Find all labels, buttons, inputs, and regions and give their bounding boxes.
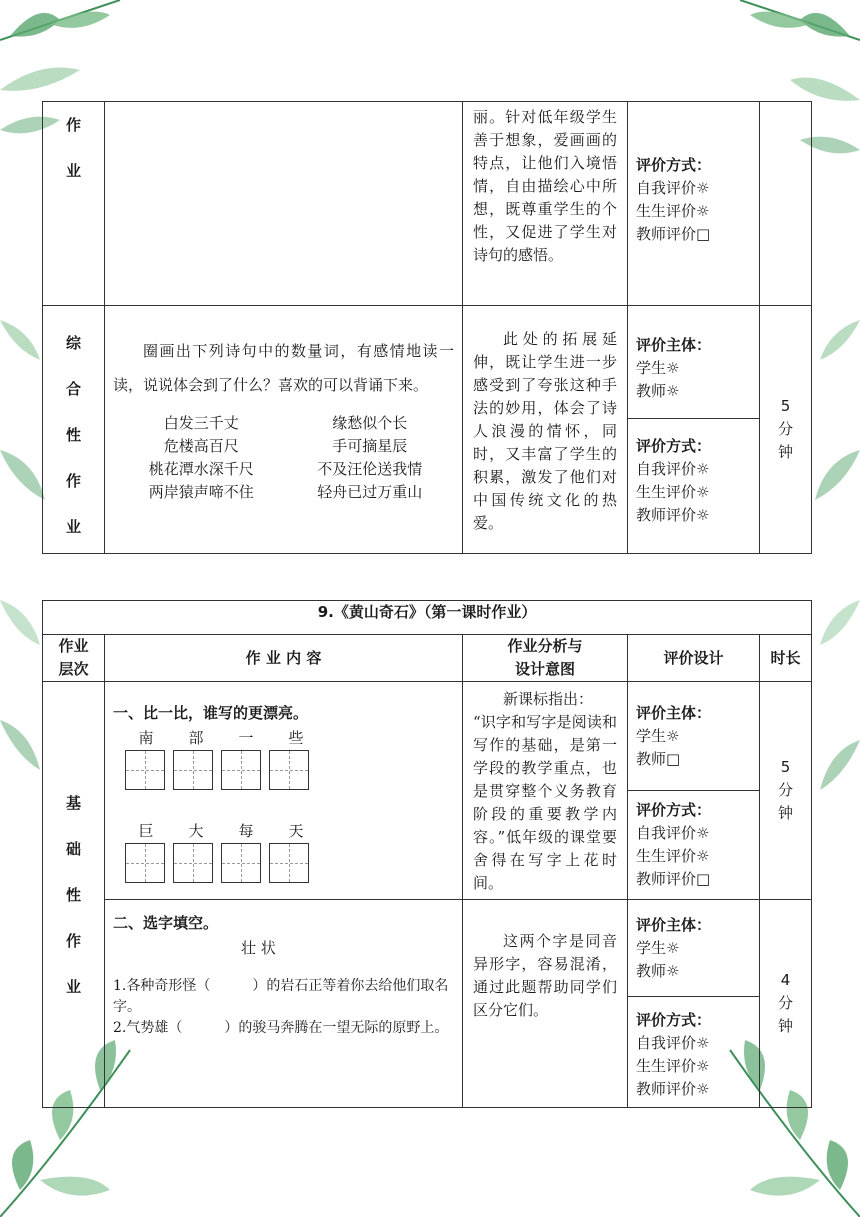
eval-cell [628, 682, 760, 900]
char-label-row [125, 820, 454, 843]
level-char: 性 [65, 426, 81, 444]
eval-method-title: 评价方式： [636, 437, 712, 455]
writing-box[interactable] [269, 843, 309, 883]
writing-grid-row [125, 843, 454, 883]
time-unit: 分 [777, 420, 793, 438]
analysis-text: 新课标指出： [503, 690, 594, 708]
eval-subject [628, 682, 759, 790]
char-label-row [125, 727, 454, 750]
writing-box[interactable] [269, 750, 309, 790]
eval-subject-title: 评价主体： [636, 336, 712, 354]
table-title: 9.《黄山奇石》（第一课时作业） [43, 601, 812, 635]
eval-item: 生生评价☼ [636, 847, 710, 865]
section-title: 一、比一比，谁写的更漂亮。 [113, 704, 309, 722]
table-row [43, 102, 812, 306]
char-label: 南 [138, 729, 154, 747]
poem-line: 不及汪伦送我情 [317, 460, 423, 478]
content-cell-empty [105, 102, 463, 306]
header-level [43, 635, 105, 682]
eval-method-title: 评价方式： [636, 801, 712, 819]
content-cell [105, 306, 463, 554]
fill-blank-sentence: 2.气势雄（ ）的骏马奔腾在一望无际的原野上。 [113, 1020, 449, 1036]
homework-table-continued [42, 101, 812, 554]
poem-line: 两岸猿声啼不住 [148, 483, 254, 501]
content-cell [105, 682, 463, 900]
writing-grid-row [125, 750, 454, 790]
char-label: 巨 [138, 822, 154, 840]
eval-cell [628, 102, 760, 306]
analysis-cell: 丽。针对低年级学生善于想象，爱画画的特点，让他们入境悟情，自由描绘心中所想，既尊重学生的个性，又促进了学生对诗句的感悟。 [463, 102, 628, 306]
eval-item: 学生☼ [636, 359, 680, 377]
time-cell [760, 682, 812, 900]
eval-item: 教师评价☼ [636, 1080, 710, 1098]
eval-method [628, 996, 759, 1107]
writing-box[interactable] [173, 750, 213, 790]
eval-subject [628, 306, 759, 418]
poem-line: 白发三千丈 [163, 414, 239, 432]
fill-blank-sentence: 1.各种奇形怪（ ）的岩石正等着你去给他们取名字。 [113, 978, 449, 1015]
eval-item: 教师评价□ [636, 225, 711, 243]
eval-subject-title: 评价主体： [636, 704, 712, 722]
char-label: 大 [188, 822, 204, 840]
table-row [43, 306, 812, 554]
time-unit: 分 [778, 994, 794, 1012]
leaf-decoration-right-middle [810, 300, 860, 800]
content-cell [105, 900, 463, 1108]
poem-line: 手可摘星辰 [332, 437, 408, 455]
eval-item: 教师评价□ [636, 870, 711, 888]
analysis-cell [463, 682, 628, 900]
eval-item: 学生☼ [636, 939, 680, 957]
eval-item: 生生评价☼ [636, 483, 710, 501]
time-unit: 分 [778, 781, 794, 799]
eval-method [628, 418, 759, 533]
eval-cell [628, 900, 760, 1108]
table-title-row [43, 601, 812, 635]
table-row [43, 682, 812, 900]
level-char: 合 [65, 380, 81, 398]
eval-item: 生生评价☼ [636, 202, 710, 220]
eval-method-title: 评价方式： [636, 156, 712, 174]
poem-line: 桃花潭水深千尺 [148, 460, 254, 478]
eval-item: 自我评价☼ [636, 1034, 710, 1052]
eval-method-title: 评价方式： [636, 1011, 712, 1029]
header-content: 作 业 内 容 [105, 635, 463, 682]
header-text: 设计意图 [514, 660, 575, 678]
level-char: 基 [65, 793, 81, 812]
eval-item: 生生评价☼ [636, 1057, 710, 1075]
writing-box[interactable] [173, 843, 213, 883]
eval-item: 学生☼ [636, 727, 680, 745]
level-char: 性 [65, 885, 81, 904]
time-unit: 钟 [777, 443, 793, 461]
poem-line: 缘愁似个长 [332, 414, 408, 432]
char-options: 壮 状 [241, 939, 276, 957]
eval-method [628, 790, 759, 897]
task-instruction: 圈画出下列诗句中的数量词，有感情地读一读，说说体会到了什么？喜欢的可以背诵下来。 [113, 342, 454, 394]
homework-table-lesson9 [42, 600, 812, 1108]
time-value: 5 [780, 758, 791, 776]
level-char: 作 [65, 116, 81, 134]
char-label: 每 [238, 822, 254, 840]
header-analysis [463, 635, 628, 682]
poem-line: 危楼高百尺 [163, 437, 239, 455]
header-eval: 评价设计 [628, 635, 760, 682]
level-cell [43, 682, 105, 1108]
time-cell [760, 900, 812, 1108]
char-label: 天 [288, 822, 304, 840]
eval-item: 自我评价☼ [636, 824, 710, 842]
level-char: 综 [65, 334, 81, 352]
time-cell-empty [760, 102, 812, 306]
section-title: 二、选字填空。 [113, 914, 219, 932]
level-char: 业 [65, 977, 81, 996]
poem-lines [117, 412, 454, 504]
char-label: 一 [238, 729, 254, 747]
level-char: 业 [65, 518, 81, 536]
table-header-row [43, 635, 812, 682]
header-text: 作业分析与 [507, 637, 583, 655]
header-text: 层次 [58, 660, 89, 678]
eval-item: 教师□ [636, 750, 681, 768]
level-char: 础 [65, 839, 81, 858]
eval-subject-title: 评价主体： [636, 916, 712, 934]
level-cell [43, 306, 105, 554]
char-label: 些 [288, 729, 304, 747]
eval-method [628, 102, 759, 252]
header-text: 作业 [58, 637, 89, 655]
writing-box[interactable] [221, 843, 261, 883]
writing-box[interactable] [125, 843, 165, 883]
poem-line: 轻舟已过万重山 [317, 483, 423, 501]
time-value: 4 [780, 971, 791, 989]
time-cell [760, 306, 812, 554]
analysis-cell: 此处的拓展延伸，既让学生进一步感受到了夸张这种手法的妙用，体会了诗人浪漫的情怀，同时，又丰富了学生的积累，激发了他们对中国传统文化的热爱。 [463, 306, 628, 554]
eval-item: 教师☼ [636, 962, 680, 980]
eval-item: 教师☼ [636, 382, 680, 400]
time-unit: 钟 [778, 1017, 794, 1035]
writing-box[interactable] [221, 750, 261, 790]
level-char: 业 [65, 162, 81, 180]
table-row [43, 900, 812, 1108]
header-time: 时长 [760, 635, 812, 682]
eval-item: 自我评价☼ [636, 460, 710, 478]
writing-box[interactable] [125, 750, 165, 790]
analysis-cell: 这两个字是同音异形字，容易混淆，通过此题帮助同学们区分它们。 [463, 900, 628, 1108]
eval-item: 教师评价☼ [636, 506, 710, 524]
level-char: 作 [65, 931, 81, 950]
time-value: 5 [780, 397, 791, 415]
char-label: 部 [188, 729, 204, 747]
eval-cell [628, 306, 760, 554]
analysis-text: “识字和写字是阅读和写作的基础，是第一学段的教学重点，也是贯穿整个义务教育阶段的重要教学内容。”低年级的课堂要舍得在写字上花时间。 [473, 713, 617, 892]
level-char: 作 [65, 472, 81, 490]
level-cell [43, 102, 105, 306]
time-unit: 钟 [778, 804, 794, 822]
eval-item: 自我评价☼ [636, 179, 710, 197]
eval-subject [628, 900, 759, 996]
